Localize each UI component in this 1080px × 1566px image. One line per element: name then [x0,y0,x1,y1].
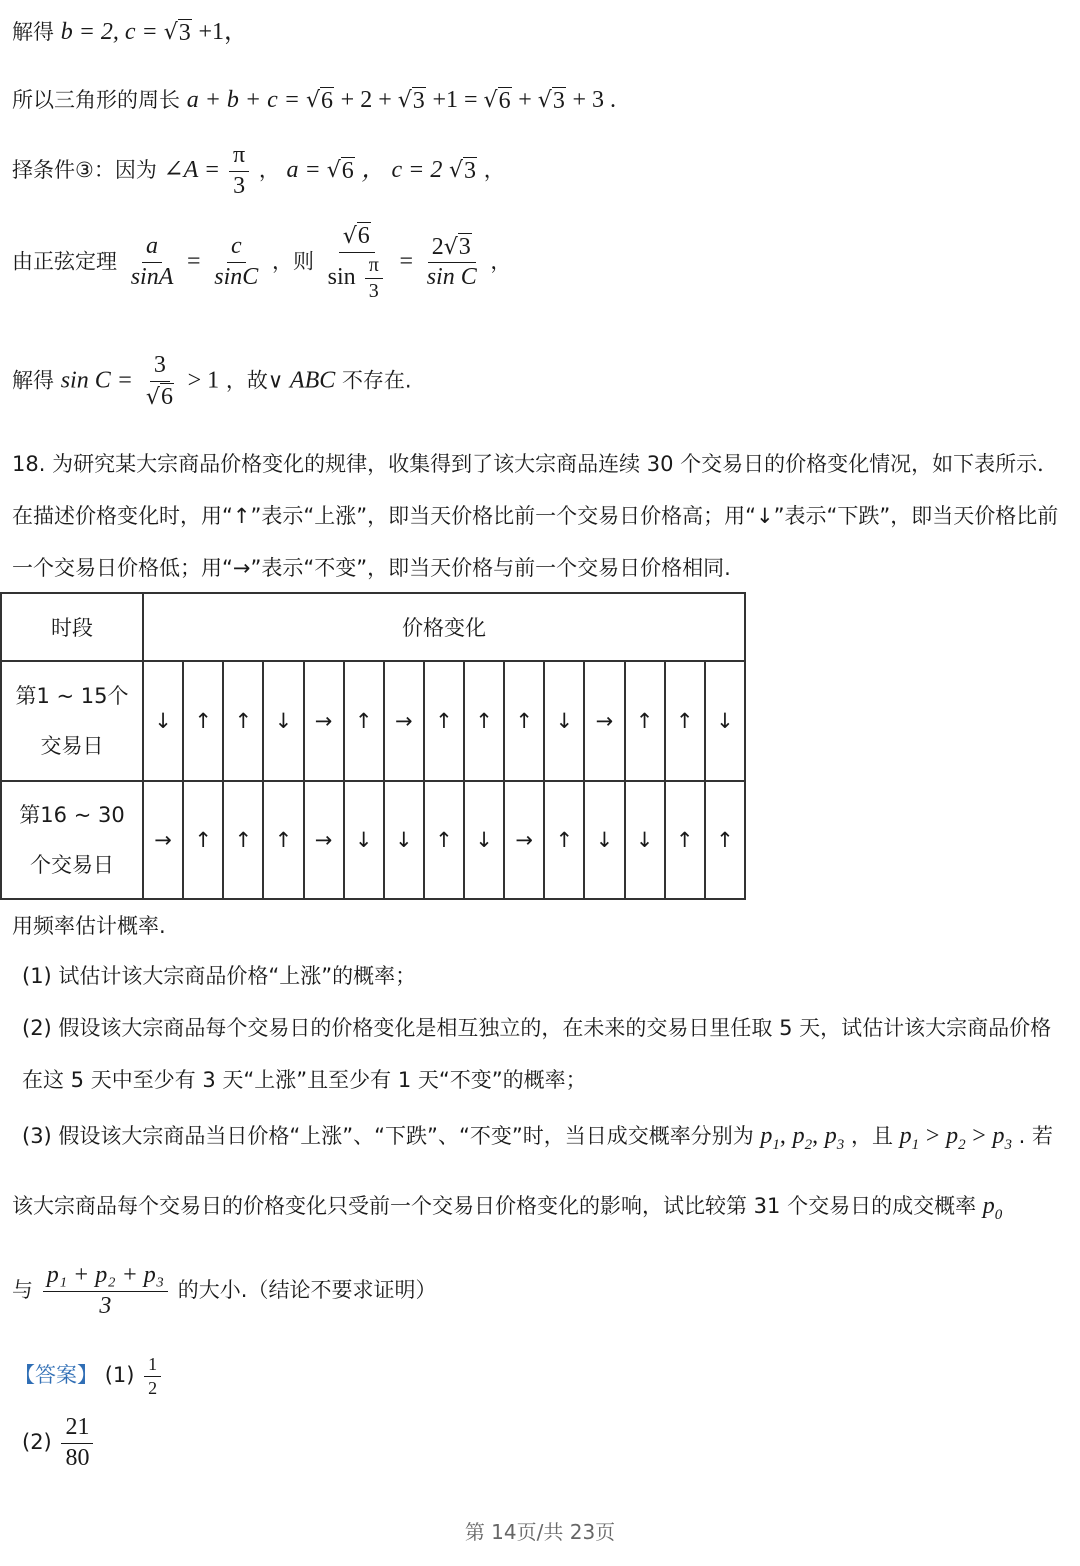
text: ， [490,249,512,274]
arrow-cell: → [304,661,344,781]
sqrt: √ 3 [537,88,565,114]
sqrt: √ 6 [483,88,511,114]
answer-2 [22,1414,96,1472]
arrow-cell: ↓ [384,781,424,899]
denominator: 2 [148,1377,158,1398]
arrow-cell: ↑ [705,781,745,899]
numerator: 21 [61,1414,93,1444]
arrow-cell: ↓ [584,781,624,899]
math: b = 2, c = [60,19,164,45]
arrow-cell: → [384,661,424,781]
numerator: 3 [150,352,170,382]
sqrt: √ 6 [342,223,370,250]
arrow-cell: → [504,781,544,899]
text: (3) 假设该大宗商品当日价格“上涨”、“下跌”、“不变”时，当日成交概率分别为 [22,1124,754,1148]
math: = [399,248,414,275]
gt: > [925,1123,940,1149]
arrow-cell: ↓ [143,661,183,781]
table-header-row [1,593,745,661]
sub: 2 [804,1136,813,1153]
solution-line-4 [12,222,511,303]
arrow-cell: → [304,781,344,899]
part-3-line-2 [12,1192,1002,1224]
arrow-cell: ↓ [544,661,584,781]
sub: 0 [994,1206,1003,1223]
arrow-cell: ↓ [625,781,665,899]
label-line: 交易日 [40,734,104,758]
coef: 2 [431,233,444,260]
sqrt: √ 3 [163,20,191,46]
math: a + b + c = [186,87,306,113]
numerator: p₁ + p₂ + p₃ [43,1262,168,1292]
numerator: c [227,233,246,263]
numerator: 1 [144,1354,161,1377]
numerator: a [142,233,162,263]
text: 由正弦定理 [12,249,117,274]
arrow-cell: ↑ [344,661,384,781]
header-period: 时段 [1,593,143,661]
arrow-cell: ↑ [665,661,705,781]
solution-line-5 [12,352,412,411]
math: sin C = [60,367,139,394]
radicand: 6 [320,88,333,114]
arrow-cell: ↑ [263,781,303,899]
math: = [187,248,201,275]
denominator: sinA [130,263,174,290]
fraction [423,233,481,292]
arrow-cell: ↑ [424,781,464,899]
answer-1 [14,1354,164,1398]
sub: 1 [911,1136,920,1153]
sin: sin [327,263,356,290]
p3 [824,1123,845,1153]
denominator: sinC [214,263,259,290]
part-3-line-3 [12,1262,436,1320]
label: (1) [104,1363,135,1388]
p: p [760,1123,773,1149]
text: ， [258,158,280,183]
p2 [946,1123,966,1153]
label: (2) [22,1430,52,1455]
part-1: (1) 试估计该大宗商品价格“上涨”的概率； [22,964,417,988]
label-line: 个交易日 [30,853,114,877]
p: p [982,1193,995,1219]
answer-tag: 【答案】 [14,1363,98,1388]
radicand: 3 [178,20,191,46]
math: + 2 + [340,87,398,113]
text: 的大小.（结论不要求证明） [177,1278,437,1303]
text: 不存在. [341,368,412,393]
arrow-cell: → [584,661,624,781]
p1 [760,1123,780,1153]
radicand: 6 [357,223,370,249]
text: . 若 [1018,1124,1054,1148]
note: 用频率估计概率. [12,914,166,938]
denominator: 3 [99,1292,112,1319]
sqrt: √ 3 [397,88,425,114]
sqrt: √ 6 [305,88,333,114]
fraction [142,352,178,411]
radicand: 3 [552,88,565,114]
text: 该大宗商品每个交易日的价格变化只受前一个交易日价格变化的影响，试比较第 31 个交易日的成交概率 [12,1194,977,1218]
row-2-label [1,781,143,899]
label-line: 第1 ~ 15个 [15,684,129,708]
text: 与 [12,1278,33,1303]
arrow-cell: ↓ [344,781,384,899]
arrow-cell: ↓ [263,661,303,781]
text: 解得 [12,368,54,393]
question-intro: 18. 为研究某大宗商品价格变化的规律，收集得到了该大宗商品连续 30 个交易日的价格变化情况，如下表所示．在描述价格变化时，用“↑”表示“上涨”，即当天价格比前一个交易日价格高；用“↓”表示“下跌”，即当天价格比前一个交易日价格低；用“→”表示“不变”，即当天价格与前一个交易日价格相同. [12,452,1059,580]
p1 [899,1123,920,1153]
part-3-line-1 [22,1122,1053,1154]
radicand: 6 [341,158,354,185]
radicand: 3 [412,88,425,114]
sub: 2 [958,1136,966,1153]
arrow-cell: ↑ [504,661,544,781]
p: p [992,1123,1005,1149]
text: ，则 [271,249,314,274]
math: + [518,87,538,113]
p: p [792,1123,805,1149]
math: ABC [289,367,336,394]
math: +1 = [432,87,484,113]
arrow-cell: ↑ [183,661,223,781]
solution-line-1 [12,18,248,47]
arrow-cell: ↓ [464,781,504,899]
text: 解得 [12,20,54,44]
numerator [339,222,375,253]
radicand: 3 [458,233,471,260]
p: p [899,1123,912,1149]
gt: > [972,1123,986,1149]
sqrt: √ 6 [145,383,173,410]
arrow-cell: ↓ [705,661,745,781]
p3 [992,1123,1012,1153]
fraction [144,1354,161,1398]
math: a = [286,157,327,184]
numerator [428,233,476,264]
table-row-2 [1,781,745,899]
text: 所以三角形的周长 [12,88,180,112]
sub: 1 [772,1136,780,1153]
fraction [210,233,262,291]
p: p [946,1123,959,1149]
radicand: 6 [498,88,511,114]
arrow-cell: ↑ [544,781,584,899]
arrow-cell: ↑ [223,661,263,781]
denominator: 80 [65,1444,90,1471]
sqrt: √ 3 [443,233,471,260]
arrow-cell: → [143,781,183,899]
math: ， c = 2 [361,157,443,184]
arrow-cell: ↑ [665,781,705,899]
math: + 3 . [572,87,617,113]
numerator: π [365,254,383,279]
label-line: 第16 ~ 30 [19,803,125,827]
comma: , [812,1123,819,1149]
text: 择条件③：因为 [12,158,157,183]
arrow-cell: ↑ [223,781,263,899]
text: ，且 [850,1124,893,1148]
comma: , [779,1123,786,1149]
denominator: 3 [233,172,246,199]
sub: 3 [836,1136,845,1153]
solution-line-2 [12,86,616,115]
price-change-table [0,592,746,900]
denominator: sin C [426,264,477,291]
p0 [982,1193,1003,1223]
text: ， [483,158,505,183]
page-footer: 第 14页/共 23页 [464,1520,616,1544]
row-1-label [1,661,143,781]
fraction [365,254,383,303]
fraction [43,1262,168,1320]
math: ∠A = [163,157,227,184]
sub: 3 [1004,1136,1012,1153]
radicand: 3 [464,158,477,185]
denominator [324,253,390,303]
sqrt: √ 6 [326,158,354,185]
arrow-cell: ↑ [625,661,665,781]
table-row-1 [1,661,745,781]
text: ，故∨ [225,368,284,393]
fraction [229,142,249,200]
arrow-cell: ↑ [424,661,464,781]
math: +1， [198,19,248,45]
denominator [142,382,178,412]
arrow-cell: ↑ [464,661,504,781]
sqrt: √ 3 [449,158,477,185]
solution-line-3 [12,142,505,200]
p2 [792,1123,813,1153]
part-2: (2) 假设该大宗商品每个交易日的价格变化是相互独立的，在未来的交易日里任取 5 天，试估计该大宗商品价格在这 5 天中至少有 3 天“上涨”且至少有 1 天“不变”的概率； [22,1016,1052,1092]
radicand: 6 [160,383,173,410]
fraction [127,233,178,291]
math: > 1 [187,367,220,394]
numerator: π [229,142,249,172]
fraction [324,222,390,303]
header-change: 价格变化 [143,593,745,661]
p: p [824,1123,837,1149]
denominator: 3 [368,279,379,302]
fraction [61,1414,93,1472]
arrow-cell: ↑ [183,781,223,899]
